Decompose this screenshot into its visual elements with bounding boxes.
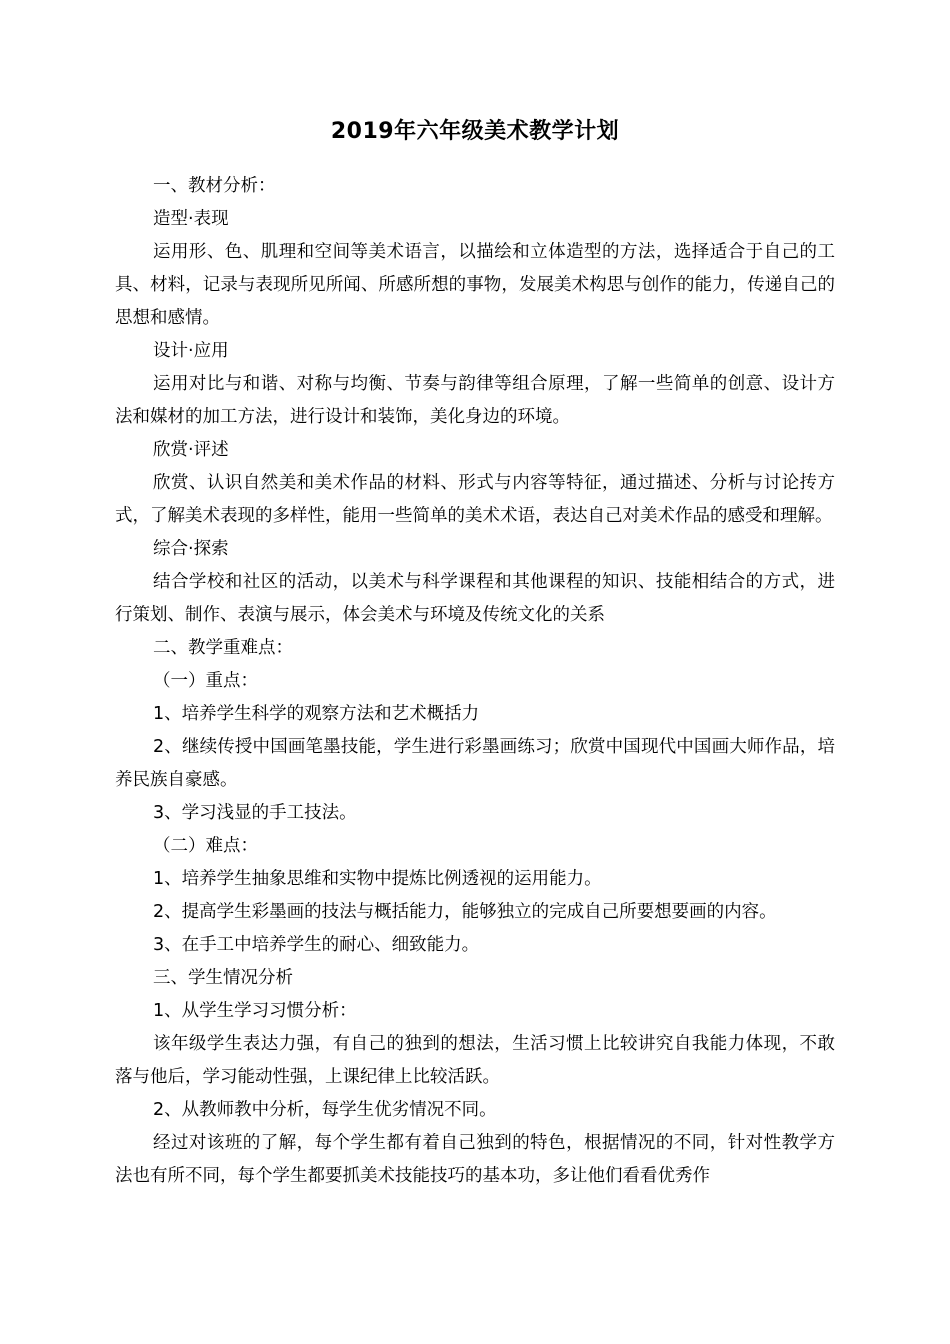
section-heading-key-difficulties: 二、教学重难点：	[153, 638, 293, 658]
subheading-learning-habits: 1、从学生学习习惯分析：	[153, 1001, 357, 1021]
list-item: 1、培养学生科学的观察方法和艺术概括力	[153, 704, 480, 724]
subheading-design-application: 设计·应用	[153, 341, 229, 361]
paragraph-synthesis-exploration: 结合学校和社区的活动，以美术与科学课程和其他课程的知识、技能相结合的方式，进行策划、制作、表演与展示，体会美术与环境及传统文化的关系	[115, 572, 835, 625]
section-heading-student-analysis: 三、学生情况分析	[153, 968, 293, 988]
paragraph-learning-habits: 该年级学生表达力强，有自己的独到的想法，生活习惯上比较讲究自我能力体现，不敢落与他后，学习能动性强，上课纪律上比较活跃。	[115, 1034, 835, 1087]
list-item: 3、在手工中培养学生的耐心、细致能力。	[153, 935, 480, 955]
list-item: 2、提高学生彩墨画的技法与概括能力，能够独立的完成自己所要想要画的内容。	[153, 902, 777, 922]
list-item: 2、继续传授中国画笔墨技能，学生进行彩墨画练习；欣赏中国现代中国画大师作品，培养民族自豪感。	[115, 737, 835, 790]
paragraph-teacher-analysis: 经过对该班的了解，每个学生都有着自己独到的特色，根据情况的不同，针对性教学方法也有所不同，每个学生都要抓美术技能技巧的基本功，多让他们看看优秀作	[115, 1133, 835, 1186]
paragraph-design-application: 运用对比与和谐、对称与均衡、节奏与韵律等组合原理，了解一些简单的创意、设计方法和媒材的加工方法，进行设计和装饰，美化身边的环境。	[115, 374, 835, 427]
document-body	[115, 170, 835, 1193]
document-title: 2019年六年级美术教学计划	[330, 119, 620, 144]
subheading-difficulties: （二）难点：	[153, 836, 258, 856]
subheading-synthesis-exploration: 综合·探索	[153, 539, 229, 559]
list-item: 3、学习浅显的手工技法。	[153, 803, 357, 823]
list-item: 1、培养学生抽象思维和实物中提炼比例透视的运用能力。	[153, 869, 602, 889]
subheading-modeling-expression: 造型·表现	[153, 209, 229, 229]
subheading-appreciation-review: 欣赏·评述	[153, 440, 229, 460]
paragraph-modeling-expression: 运用形、色、肌理和空间等美术语言，以描绘和立体造型的方法，选择适合于自己的工具、材料，记录与表现所见所闻、所感所想的事物，发展美术构思与创作的能力，传递自己的思想和感情。	[115, 242, 835, 328]
subheading-teacher-analysis: 2、从教师教中分析，每学生优劣情况不同。	[153, 1100, 497, 1120]
subheading-key-points: （一）重点：	[153, 671, 258, 691]
paragraph-appreciation-review: 欣赏、认识自然美和美术作品的材料、形式与内容等特征，通过描述、分析与讨论抟方式，了解美术表现的多样性，能用一些简单的美术术语，表达自己对美术作品的感受和理解。	[115, 473, 835, 526]
section-heading-textbook-analysis: 一、教材分析：	[153, 176, 276, 196]
